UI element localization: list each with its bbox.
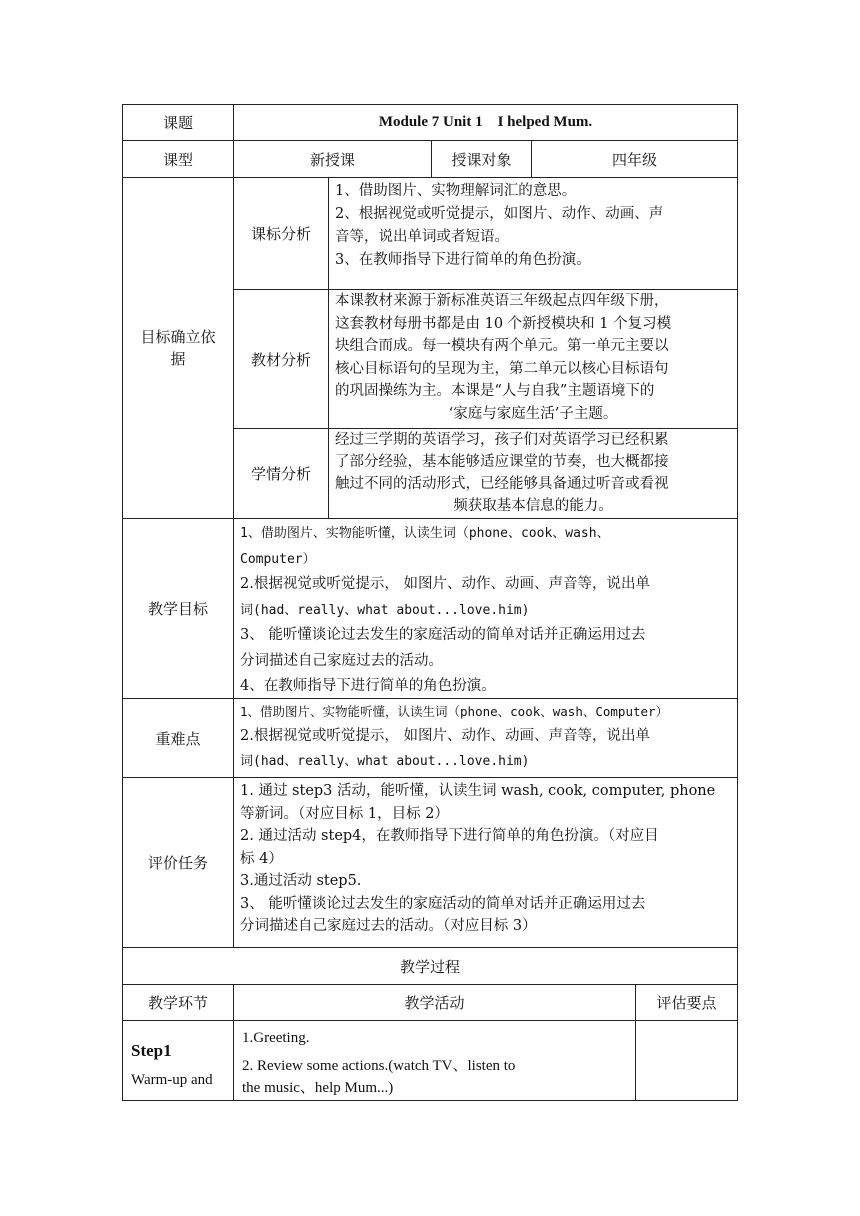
- target-label-cell: [431, 140, 532, 178]
- assessment-line: 标 4）: [240, 850, 283, 867]
- objective-line: 词(had、really、what about...love.him): [240, 602, 530, 618]
- assessment-line: 1. 通过 step3 活动，能听懂，认读生词 wash, cook, computer, phone: [240, 783, 716, 799]
- activity-header: 教学活动: [404, 994, 465, 1012]
- activity-header-cell: [233, 984, 636, 1021]
- type-label-cell: [122, 140, 234, 178]
- assessment-line: 分词描述自己家庭过去的活动。（对应目标 3）: [240, 918, 537, 934]
- curriculum-line: 1、借助图片、实物理解词汇的意思。: [335, 183, 577, 199]
- step1-line: 2. Review some actions.(watch TV、listen to: [242, 1058, 516, 1074]
- objective-line: 4、在教师指导下进行简单的角色扮演。: [240, 678, 496, 694]
- textbook-line: ‘家庭与家庭生活’子主题。: [448, 405, 618, 422]
- curriculum-line: 音等，说出单词或者短语。: [335, 229, 509, 245]
- students-label: 学情分析: [250, 465, 311, 483]
- textbook-text-cell: [328, 289, 738, 429]
- students-line: 经过三学期的英语学习，孩子们对英语学习已经积累: [335, 432, 669, 448]
- textbook-line: 的巩固操练为主。本课是“人与自我”主题语境下的: [335, 383, 655, 399]
- curriculum-label-cell: [233, 177, 329, 290]
- assessment-text-cell: [233, 777, 738, 948]
- target-value: 四年级: [611, 150, 657, 169]
- step1-eval-cell: [635, 1020, 738, 1101]
- objective-line: 分词描述自己家庭过去的活动。: [240, 652, 443, 669]
- topic-label-cell: [122, 104, 234, 141]
- assessment-line: 等新词。（对应目标 1，目标 2）: [240, 805, 449, 822]
- keypoints-text-cell: [233, 698, 738, 778]
- textbook-line: 块组合而成。每一模块有两个单元。第一单元主要以: [335, 338, 669, 354]
- students-line: 触过不同的活动形式，已经能够具备通过听音或看视: [335, 476, 669, 492]
- students-line: 频获取基本信息的能力。: [453, 498, 613, 514]
- keypoint-line: 2.根据视觉或听觉提示， 如图片、动作、动画、声音等，说出单: [240, 728, 650, 744]
- assessment-label-cell: [122, 777, 234, 948]
- eval-header: 评估要点: [656, 994, 717, 1012]
- process-heading: 教学过程: [399, 957, 460, 976]
- keypoint-line: 词(had、really、what about...love.him): [240, 754, 530, 769]
- keypoints-label: 重难点: [155, 729, 201, 748]
- type-value: 新授课: [309, 150, 355, 169]
- objectives-text-cell: [233, 518, 738, 699]
- curriculum-line: 3、在教师指导下进行简单的角色扮演。: [335, 252, 591, 268]
- curriculum-text-cell: [328, 177, 738, 290]
- stage-header: 教学环节: [147, 994, 208, 1012]
- topic-value: Module 7 Unit 1 I helped Mum.: [378, 114, 593, 130]
- curriculum-line: 2、根据视觉或听觉提示，如图片、动作、动画、声: [335, 206, 664, 222]
- objectives-label-cell: [122, 518, 234, 699]
- basis-label: 目标确立依据: [140, 328, 216, 368]
- textbook-line: 这套教材每册书都是由 10 个新授模块和 1 个复习模: [335, 315, 672, 332]
- curriculum-label: 课标分析: [250, 225, 311, 243]
- textbook-label: 教材分析: [250, 350, 311, 369]
- basis-label-cell: [122, 177, 234, 519]
- textbook-line: 本课教材来源于新标准英语三年级起点四年级下册，: [335, 293, 669, 309]
- keypoint-line: 1、借助图片、实物能听懂，认读生词（phone、cook、wash、Computer）: [240, 704, 669, 719]
- type-label: 课型: [162, 150, 193, 169]
- step1-subtitle: Warm-up and: [131, 1072, 213, 1088]
- students-text-cell: [328, 428, 738, 519]
- eval-header-cell: [635, 984, 738, 1021]
- objective-line: 3、 能听懂谈论过去发生的家庭活动的简单对话并正确运用过去: [240, 627, 646, 643]
- objective-line: 1、借助图片、实物能听懂，认读生词（phone、cook、wash、: [240, 526, 610, 541]
- objective-line: 2.根据视觉或听觉提示， 如图片、动作、动画、声音等，说出单: [240, 576, 650, 592]
- step1-line: 1.Greeting.: [242, 1030, 310, 1046]
- stage-header-cell: [122, 984, 234, 1021]
- keypoints-label-cell: [122, 698, 234, 778]
- students-label-cell: [233, 428, 329, 519]
- target-value-cell: [531, 140, 738, 178]
- process-heading-cell: [122, 947, 738, 985]
- step1-line: the music、help Mum...): [242, 1080, 394, 1096]
- step1-activity-cell: [233, 1020, 636, 1101]
- step1-title: Step1: [131, 1041, 172, 1060]
- assessment-line: 2. 通过活动 step4，在教师指导下进行简单的角色扮演。（对应目: [240, 828, 659, 844]
- textbook-label-cell: [233, 289, 329, 429]
- assessment-label: 评价任务: [147, 854, 208, 872]
- assessment-line: 3.通过活动 step5.: [240, 873, 362, 889]
- students-line: 了部分经验，基本能够适应课堂的节奏，也大概都接: [335, 454, 669, 470]
- objectives-label: 教学目标: [147, 600, 208, 618]
- topic-value-cell: [233, 104, 738, 141]
- objective-line: Computer）: [240, 551, 316, 567]
- target-label: 授课对象: [451, 150, 512, 169]
- textbook-line: 核心目标语句的呈现为主，第二单元以核心目标语句: [335, 360, 669, 377]
- type-value-cell: [233, 140, 432, 178]
- topic-label: 课题: [162, 114, 193, 132]
- assessment-line: 3、 能听懂谈论过去发生的家庭活动的简单对话并正确运用过去: [240, 895, 646, 912]
- step1-stage-cell: [122, 1020, 234, 1101]
